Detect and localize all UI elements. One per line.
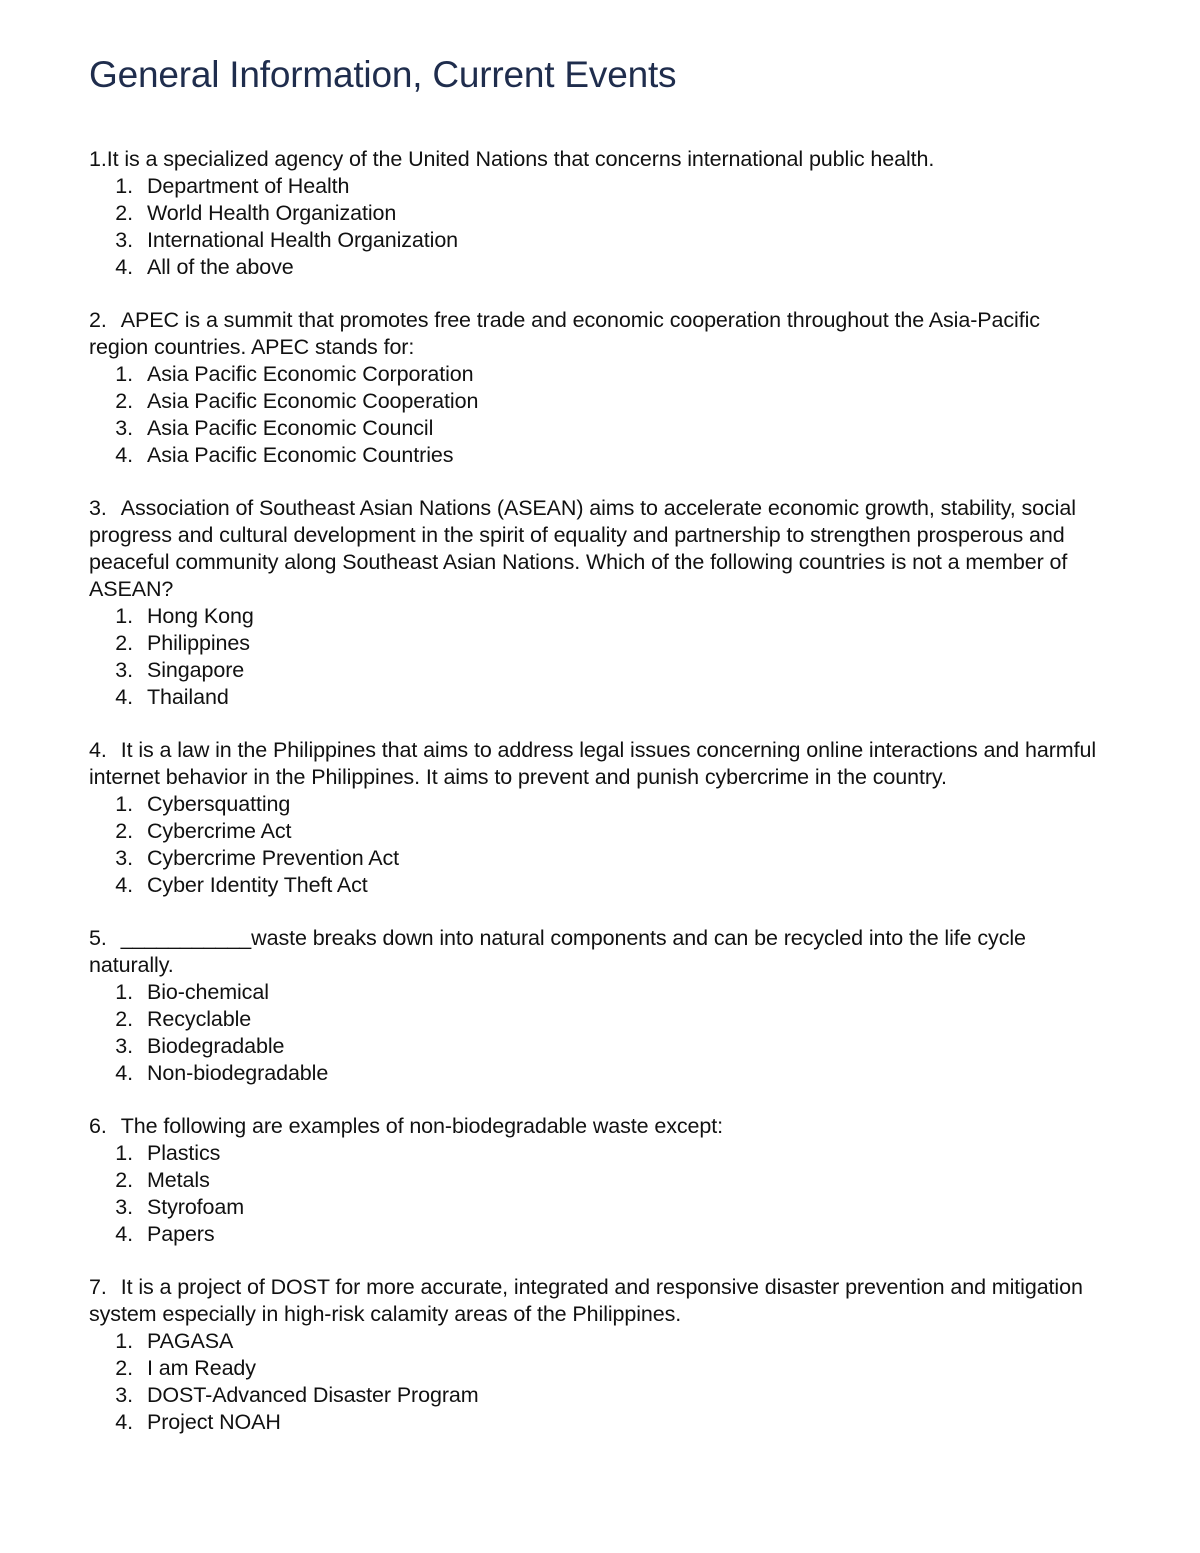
question-7 <box>89 1274 1099 1436</box>
choice-text: Thailand <box>147 685 229 709</box>
choice-item <box>89 1221 1099 1248</box>
question-stem <box>89 495 1099 603</box>
choice-item <box>89 1355 1099 1382</box>
choice-list <box>89 173 1099 281</box>
choice-text: Cybercrime Prevention Act <box>147 846 400 870</box>
choice-number: 2. <box>115 389 133 413</box>
choice-number: 2. <box>115 1356 133 1380</box>
choice-item <box>89 791 1099 818</box>
choice-item <box>89 845 1099 872</box>
choice-number: 4. <box>115 873 133 897</box>
choice-text: All of the above <box>147 255 294 279</box>
question-text: Association of Southeast Asian Nations (ASEAN) aims to accelerate economic growth, stability, social progress and cultural development in the spirit of equality and partnership to strengthen prosperous and peaceful community along Southeast Asian Nations. Which of the following countries is not a member of ASEAN? <box>89 496 1076 601</box>
choice-item <box>89 1167 1099 1194</box>
page-title: General Information, Current Events <box>89 54 677 95</box>
question-stem <box>89 1113 1099 1140</box>
choice-item <box>89 1033 1099 1060</box>
question-number: 4. <box>89 738 107 762</box>
choice-list <box>89 791 1099 899</box>
choice-item <box>89 1060 1099 1087</box>
choice-text: Asia Pacific Economic Council <box>147 416 434 440</box>
choice-item <box>89 979 1099 1006</box>
question-number: 1. <box>89 147 107 171</box>
choice-text: Styrofoam <box>147 1195 245 1219</box>
document-page <box>89 52 1099 1462</box>
choice-item <box>89 818 1099 845</box>
choice-item <box>89 1409 1099 1436</box>
choice-number: 4. <box>115 1410 133 1434</box>
choice-number: 2. <box>115 1007 133 1031</box>
question-list <box>89 146 1099 1436</box>
choice-item <box>89 173 1099 200</box>
choice-number: 2. <box>115 201 133 225</box>
choice-text: International Health Organization <box>147 228 459 252</box>
choice-text: World Health Organization <box>147 201 397 225</box>
question-stem <box>89 146 1099 173</box>
choice-number: 3. <box>115 1034 133 1058</box>
choice-item <box>89 657 1099 684</box>
choice-number: 3. <box>115 1383 133 1407</box>
question-text: It is a specialized agency of the United Nations that concerns international public health. <box>106 147 935 171</box>
choice-text: Project NOAH <box>147 1410 281 1434</box>
choice-number: 4. <box>115 255 133 279</box>
choice-item <box>89 630 1099 657</box>
choice-text: Cyber Identity Theft Act <box>147 873 368 897</box>
choice-item <box>89 388 1099 415</box>
choice-text: Bio-chemical <box>147 980 269 1004</box>
choice-number: 1. <box>115 1141 133 1165</box>
choice-text: Biodegradable <box>147 1034 285 1058</box>
choice-item <box>89 200 1099 227</box>
choice-number: 3. <box>115 416 133 440</box>
choice-text: Philippines <box>147 631 250 655</box>
question-stem <box>89 737 1099 791</box>
choice-number: 1. <box>115 174 133 198</box>
question-stem <box>89 925 1099 979</box>
choice-text: I am Ready <box>147 1356 256 1380</box>
choice-text: Metals <box>147 1168 210 1192</box>
question-number: 3. <box>89 496 107 520</box>
choice-text: Recyclable <box>147 1007 252 1031</box>
choice-number: 4. <box>115 685 133 709</box>
question-text: The following are examples of non-biodegradable waste except: <box>120 1114 723 1138</box>
question-number: 5. <box>89 926 107 950</box>
choice-list <box>89 603 1099 711</box>
choice-number: 2. <box>115 1168 133 1192</box>
choice-number: 1. <box>115 792 133 816</box>
question-5 <box>89 925 1099 1087</box>
question-6 <box>89 1113 1099 1248</box>
question-text: APEC is a summit that promotes free trade and economic cooperation throughout the Asia-Pacific region countries. APEC stands for: <box>89 308 1040 359</box>
question-stem <box>89 307 1099 361</box>
question-1 <box>89 146 1099 281</box>
choice-text: PAGASA <box>147 1329 234 1353</box>
choice-item <box>89 254 1099 281</box>
choice-list <box>89 1140 1099 1248</box>
choice-list <box>89 361 1099 469</box>
choice-text: Hong Kong <box>147 604 254 628</box>
choice-list <box>89 1328 1099 1436</box>
choice-item <box>89 415 1099 442</box>
choice-number: 4. <box>115 1222 133 1246</box>
question-stem <box>89 1274 1099 1328</box>
choice-text: Non-biodegradable <box>147 1061 329 1085</box>
question-text: It is a law in the Philippines that aims to address legal issues concerning online interactions and harmful internet behavior in the Philippines. It aims to prevent and punish cybercrime in the country. <box>89 738 1096 789</box>
question-4 <box>89 737 1099 899</box>
choice-text: Asia Pacific Economic Corporation <box>147 362 474 386</box>
choice-text: DOST-Advanced Disaster Program <box>147 1383 479 1407</box>
choice-number: 1. <box>115 1329 133 1353</box>
choice-item <box>89 227 1099 254</box>
choice-item <box>89 442 1099 469</box>
choice-text: Cybersquatting <box>147 792 291 816</box>
choice-number: 1. <box>115 604 133 628</box>
choice-item <box>89 1006 1099 1033</box>
choice-text: Department of Health <box>147 174 350 198</box>
choice-number: 3. <box>115 658 133 682</box>
choice-item <box>89 1194 1099 1221</box>
choice-number: 4. <box>115 1061 133 1085</box>
question-text: It is a project of DOST for more accurate, integrated and responsive disaster prevention and mitigation system especially in high-risk calamity areas of the Philippines. <box>89 1275 1083 1326</box>
choice-number: 2. <box>115 631 133 655</box>
choice-text: Cybercrime Act <box>147 819 292 843</box>
question-number: 6. <box>89 1114 107 1138</box>
choice-number: 3. <box>115 1195 133 1219</box>
choice-text: Asia Pacific Economic Cooperation <box>147 389 479 413</box>
choice-item <box>89 872 1099 899</box>
choice-number: 1. <box>115 980 133 1004</box>
choice-item <box>89 603 1099 630</box>
question-number: 7. <box>89 1275 107 1299</box>
choice-text: Asia Pacific Economic Countries <box>147 443 454 467</box>
choice-number: 2. <box>115 819 133 843</box>
choice-number: 4. <box>115 443 133 467</box>
question-3 <box>89 495 1099 711</box>
question-2 <box>89 307 1099 469</box>
choice-item <box>89 684 1099 711</box>
question-text: ___________waste breaks down into natural components and can be recycled into the life cycle naturally. <box>89 926 1026 977</box>
choice-text: Papers <box>147 1222 215 1246</box>
choice-list <box>89 979 1099 1087</box>
choice-text: Plastics <box>147 1141 221 1165</box>
choice-number: 3. <box>115 846 133 870</box>
choice-item <box>89 1382 1099 1409</box>
question-number: 2. <box>89 308 107 332</box>
choice-item <box>89 1328 1099 1355</box>
choice-text: Singapore <box>147 658 245 682</box>
choice-item <box>89 361 1099 388</box>
choice-item <box>89 1140 1099 1167</box>
choice-number: 1. <box>115 362 133 386</box>
choice-number: 3. <box>115 228 133 252</box>
